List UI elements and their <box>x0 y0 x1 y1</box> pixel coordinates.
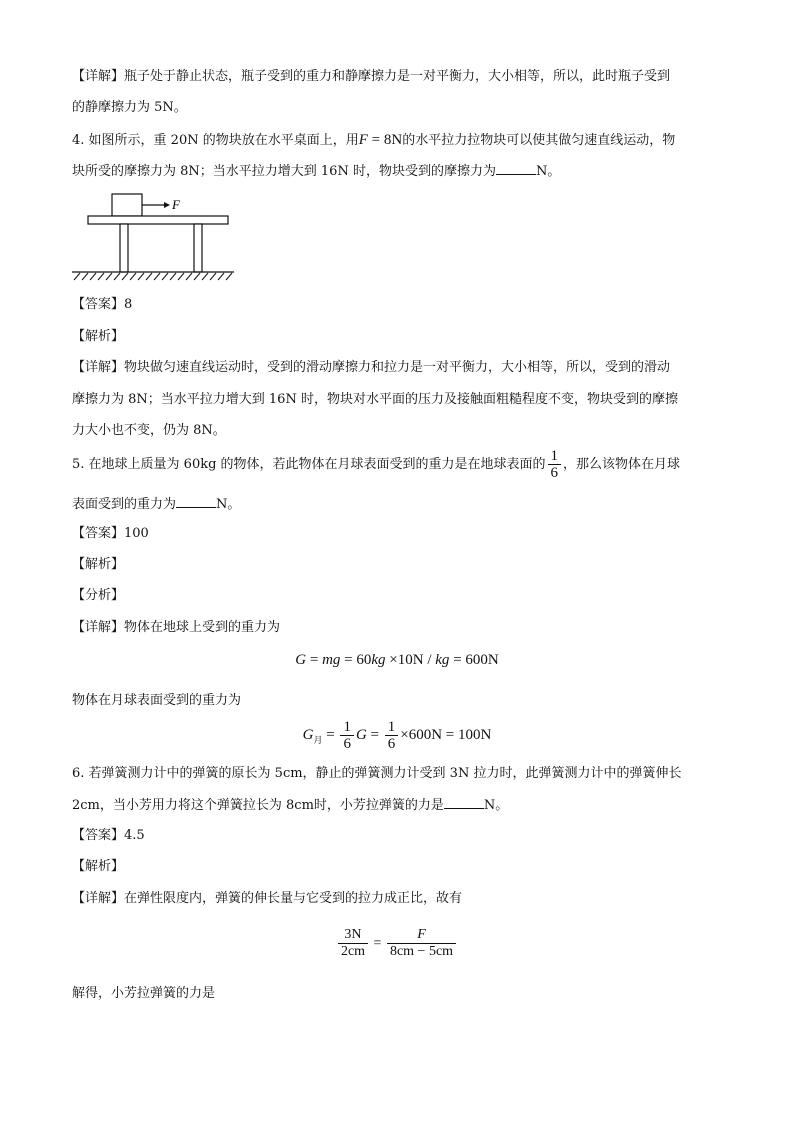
sym: kg <box>435 652 450 668</box>
denominator: 6 <box>387 736 396 753</box>
question-4-line-2 <box>72 162 560 181</box>
detail-line: 解得，小芳拉弹簧的力是 <box>72 986 216 1001</box>
text: N。 <box>483 798 509 813</box>
sym: = <box>322 727 339 743</box>
force-value: = 8N <box>367 132 403 148</box>
sym: = <box>370 936 385 951</box>
text: N。 <box>535 164 561 179</box>
detail-line: 的静摩擦力为 5N。 <box>72 100 187 115</box>
text: 的水平拉力拉物块可以使其做匀速直线运动，物 <box>402 133 676 148</box>
text: 2cm，当小芳用力将这个弹簧拉长为 8cm时，小芳拉弹簧的力是 <box>72 798 444 813</box>
fraction <box>338 927 368 960</box>
answer-blank <box>496 162 536 175</box>
sym: ×600N = 100N <box>400 727 492 743</box>
analysis-heading: 【解析】 <box>72 557 125 572</box>
detail-line: 【详解】在弹性限度内，弹簧的伸长量与它受到的拉力成正比，故有 <box>72 891 463 906</box>
denominator: 6 <box>550 465 559 481</box>
numerator: 3N <box>344 927 362 943</box>
analysis-heading: 【解析】 <box>72 859 125 874</box>
sym: = <box>306 652 323 668</box>
denominator: 8cm − 5cm <box>389 944 454 960</box>
block-on-table-figure <box>68 188 238 284</box>
answer-blank <box>444 796 484 809</box>
equation-moon-gravity <box>0 716 794 759</box>
detail-line: 摩擦力为 8N；当水平拉力增大到 16N 时，物块对水平面的压力及接触面粗糙程度不变，物块受到的摩擦 <box>72 392 678 407</box>
answer: 【答案】100 <box>72 526 149 541</box>
answer: 【答案】8 <box>72 297 133 312</box>
text: 块所受的摩擦力为 8N；当水平拉力增大到 16N 时，物块受到的摩擦力为 <box>72 164 496 179</box>
ground-hatching <box>74 273 232 280</box>
table-leg-right <box>194 224 202 272</box>
force-symbol: F <box>358 132 368 148</box>
detail-line: 【详解】物体在地球上受到的重力为 <box>72 620 281 635</box>
equation-earth-gravity <box>0 652 794 669</box>
fraction-one-sixth <box>548 448 562 481</box>
denominator: 2cm <box>340 944 366 960</box>
sym: ×10N / <box>385 652 436 668</box>
denominator: 6 <box>343 736 351 753</box>
sym: G <box>355 727 367 743</box>
equation-spring-ratio <box>0 922 794 966</box>
sym: kg <box>371 652 386 668</box>
detail-line: 力大小也不变，仍为 8N。 <box>72 423 226 438</box>
table-leg-left <box>120 224 128 272</box>
numerator: 1 <box>343 719 351 736</box>
text: ，那么该物体在月球 <box>563 457 681 472</box>
question-6-line-2 <box>72 796 508 815</box>
text: 表面受到的重力为 <box>72 497 177 512</box>
text: N。 <box>216 497 241 512</box>
sym: G <box>295 652 307 668</box>
sym: G <box>302 727 314 743</box>
numerator: 1 <box>387 719 396 736</box>
numerator: F <box>417 927 426 943</box>
tabletop <box>88 216 228 224</box>
sym: mg <box>322 652 341 668</box>
force-label: F <box>172 197 180 212</box>
answer-blank <box>176 495 216 508</box>
sym: = 60 <box>340 652 372 668</box>
question-4-line-1 <box>72 131 675 150</box>
question-5-line-2 <box>72 495 240 514</box>
fraction <box>385 719 399 752</box>
analysis-heading: 【解析】 <box>72 329 125 344</box>
subscript: 月 <box>313 735 323 745</box>
arrow-head <box>164 202 170 208</box>
fraction <box>387 927 456 960</box>
question-6-line-1: 6. 若弹簧测力计中的弹簧的原长为 5cm，静止的弹簧测力计受到 3N 拉力时，此弹簧测力计中的弹簧伸长 <box>72 766 682 781</box>
detail-line: 【详解】瓶子处于静止状态，瓶子受到的重力和静摩擦力是一对平衡力，大小相等，所以，此时瓶子受到 <box>72 69 671 84</box>
numerator: 1 <box>550 448 559 464</box>
detail-line: 【详解】物块做匀速直线运动时，受到的滑动摩擦力和拉力是一对平衡力，大小相等，所以，受到的滑动 <box>72 360 671 375</box>
sym: = 600N <box>449 652 499 668</box>
sym: = <box>366 727 383 743</box>
text: 5. 在地球上质量为 60kg 的物体，若此物体在月球表面受到的重力是在地球表面的 <box>72 457 546 472</box>
block <box>112 194 142 216</box>
detail-line: 物体在月球表面受到的重力为 <box>72 693 242 708</box>
text: 4. 如图所示，重 20N 的物块放在水平桌面上，用 <box>72 133 359 148</box>
answer: 【答案】4.5 <box>72 828 145 843</box>
fraction <box>340 719 354 752</box>
fenxi-heading: 【分析】 <box>72 588 125 603</box>
question-5-line-1 <box>72 446 680 484</box>
